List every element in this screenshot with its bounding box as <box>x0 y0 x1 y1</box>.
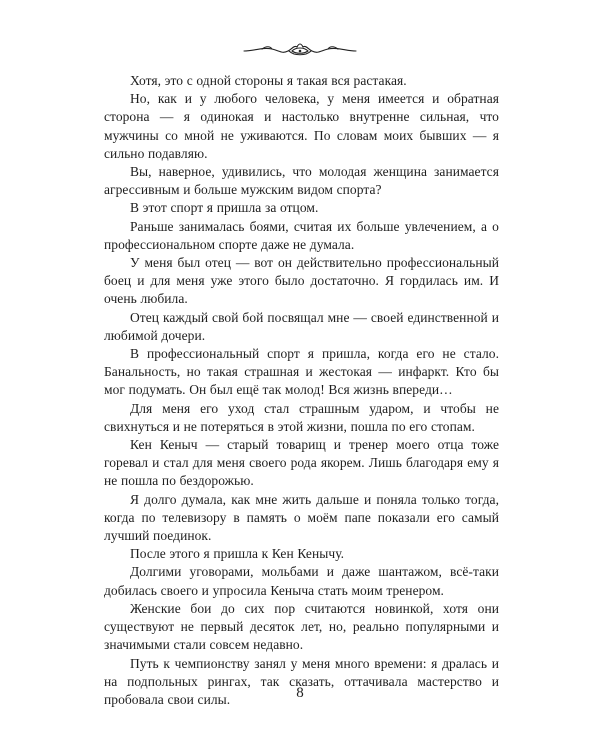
paragraph: В этот спорт я пришла за отцом. <box>130 200 319 216</box>
paragraph: Раньше занималась боями, считая их больше увлечением, а о профессиональном спорте даже не думала. <box>104 218 499 252</box>
paragraph: У меня был отец — вот он действительно профессиональный боец и для меня уже этого было достаточно. Я гордилась им. И очень любила. <box>104 255 499 307</box>
paragraph: Для меня его уход стал страшным ударом, и чтобы не свихнуться и не потеряться в этой жизни, пошла по его стопам. <box>104 400 499 434</box>
paragraph: Кен Кеныч — старый товарищ и тренер моего отца тоже горевал и стал для меня своего рода якорем. Лишь благодаря ему я не пошла по бездорожью. <box>104 437 499 489</box>
paragraph: Женские бои до сих пор считаются новинкой, хотя они существуют не первый десяток лет, но, реально популярными и значимыми стали совсем недавно. <box>104 600 499 653</box>
body-text <box>104 72 499 709</box>
paragraph: Хотя, это с одной стороны я такая вся растакая. <box>130 73 407 88</box>
paragraph: Вы, наверное, удивились, что молодая женщина занимается агрессивным и больше мужским видом спорта? <box>104 164 499 198</box>
paragraph: После этого я пришла к Кен Кенычу. <box>130 546 345 562</box>
paragraph: Но, как и у любого человека, у меня имеется и обратная сторона — я одинокая и настолько внутренне сильная, что мужчины со мной не уживаются. По словам моих бывших — я сильно подавляю. <box>104 91 499 161</box>
page-number: 8 <box>296 685 304 701</box>
flourish-ornament-icon <box>242 38 358 60</box>
paragraph: Долгими уговорами, мольбами и даже шантажом, всё-таки добилась своего и упросила Кеныча стать моим тренером. <box>104 564 499 598</box>
paragraph: В профессиональный спорт я пришла, когда его не стало. Банальность, но такая страшная и жестокая — инфаркт. Кто бы мог подумать. Он был ещё так молод! Вся жизнь впереди… <box>104 346 499 398</box>
paragraph: Путь к чемпионству занял у меня много времени: я дралась и на подпольных рингах, так сказать, оттачивала мастерство и пробовала свои силы. <box>104 655 499 707</box>
paragraph: Я долго думала, как мне жить дальше и поняла только тогда, когда по телевизору в память о моём папе показали его самый лучший поединок. <box>104 491 499 544</box>
paragraph: Отец каждый свой бой посвящал мне — своей единственной и любимой дочери. <box>104 309 499 343</box>
